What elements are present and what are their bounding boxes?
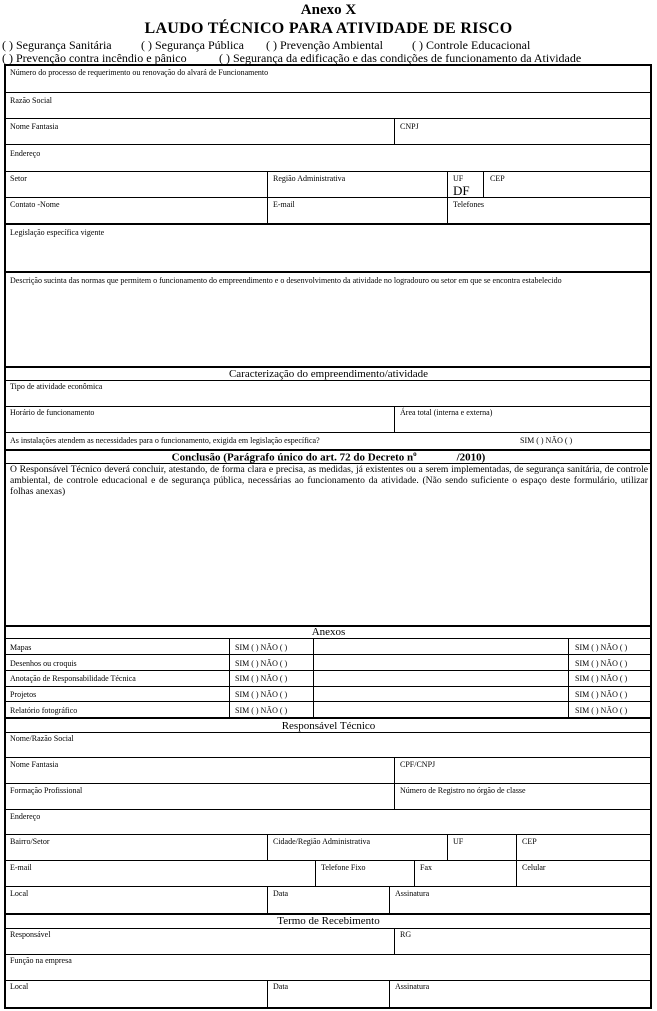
rt-uf-label: UF: [453, 837, 464, 846]
anexos-title: Anexos: [311, 626, 346, 638]
anexo-item: Anotação de Responsabilidade Técnica: [10, 674, 136, 683]
setor-label: Setor: [10, 174, 27, 183]
option-controle-educacional[interactable]: ( ) Controle Educacional: [412, 38, 531, 52]
anexo-sim-nao-right[interactable]: SIM ( ) NÃO ( ): [575, 690, 628, 699]
conclusao-text: O Responsável Técnico deverá concluir, atestando, de forma clara e precisa, as medidas, já existentes ou a serem implementadas, de segurança sanitária, de controle ambiental, de controle educacional e de segurança pública, necessárias ao funcionamento da atividade. (Não sendo suficiente o espaço deste formulário, utilizar folhas anexas): [10, 464, 648, 497]
rt-bairro-label: Bairro/Setor: [10, 837, 50, 846]
anexo-sim-nao[interactable]: SIM ( ) NÃO ( ): [235, 690, 288, 699]
anexo-item: Mapas: [10, 643, 32, 652]
horario-label: Horário de funcionamento: [10, 408, 95, 417]
anexo-sim-nao[interactable]: SIM ( ) NÃO ( ): [235, 674, 288, 683]
termo-responsavel-label: Responsável: [10, 930, 51, 939]
option-seguranca-edificacao[interactable]: ( ) Segurança da edificação e das condições de funcionamento da Atividade: [219, 51, 582, 65]
email-label: E-mail: [273, 200, 295, 209]
instalacoes-label: As instalações atendem as necessidades para o funcionamento, exigida em legislação específica?: [10, 436, 320, 445]
anexo-item: Desenhos ou croquis: [10, 659, 77, 668]
rt-telefone-label: Telefone Fixo: [321, 863, 366, 872]
option-prevencao-incendio[interactable]: ( ) Prevenção contra incêndio e pânico: [2, 51, 187, 65]
anexo-sim-nao-right[interactable]: SIM ( ) NÃO ( ): [575, 659, 628, 668]
rt-cidade-label: Cidade/Região Administrativa: [273, 837, 371, 846]
legislacao-label: Legislação específica vigente: [10, 228, 105, 237]
anexo-item: Projetos: [10, 690, 37, 699]
descricao-label: Descrição sucinta das normas que permitem o funcionamento do empreendimento e o desenvolvimento da atividade no logradouro ou setor em que se encontra estabelecido: [10, 276, 562, 285]
option-seguranca-publica[interactable]: ( ) Segurança Pública: [141, 38, 244, 52]
termo-rg-label: RG: [400, 930, 412, 939]
anexo-sim-nao[interactable]: SIM ( ) NÃO ( ): [235, 643, 288, 652]
termo-data-label: Data: [273, 982, 289, 991]
option-seguranca-sanitaria[interactable]: ( ) Segurança Sanitária: [2, 38, 112, 52]
anexo-sim-nao[interactable]: SIM ( ) NÃO ( ): [235, 659, 288, 668]
termo-title: Termo de Recebimento: [277, 915, 380, 927]
cep-label: CEP: [490, 174, 505, 183]
anexo-sim-nao[interactable]: SIM ( ) NÃO ( ): [235, 706, 288, 715]
rt-celular-label: Celular: [522, 863, 546, 872]
option-prevencao-ambiental[interactable]: ( ) Prevenção Ambiental: [266, 38, 383, 52]
uf-label: UF: [453, 174, 464, 183]
rt-email-label: E-mail: [10, 863, 32, 872]
page-title: LAUDO TÉCNICO PARA ATIVIDADE DE RISCO: [144, 20, 513, 37]
tipo-atividade-label: Tipo de atividade econômica: [10, 382, 103, 391]
nome-fantasia-label: Nome Fantasia: [10, 122, 59, 131]
responsavel-title: Responsável Técnico: [281, 720, 376, 732]
regiao-label: Região Administrativa: [273, 174, 346, 183]
rt-cep-label: CEP: [522, 837, 537, 846]
telefones-label: Telefones: [453, 200, 484, 209]
processo-label: Número do processo de requerimento ou renovação do alvará de Funcionamento: [10, 68, 269, 77]
rt-registro-label: Número de Registro no órgão de classe: [400, 786, 526, 795]
rt-nome-razao-label: Nome/Razão Social: [10, 734, 74, 743]
anexo-sim-nao-right[interactable]: SIM ( ) NÃO ( ): [575, 643, 628, 652]
rt-formacao-label: Formação Profissional: [10, 786, 83, 795]
rt-data-label: Data: [273, 889, 289, 898]
anexo-item: Relatório fotográfico: [10, 706, 78, 715]
termo-local-label: Local: [10, 982, 29, 991]
rt-endereco-label: Endereço: [10, 812, 41, 821]
uf-value: DF: [453, 183, 470, 198]
annex-label: Anexo X: [300, 2, 357, 18]
rt-cpf-cnpj-label: CPF/CNPJ: [400, 760, 436, 769]
termo-funcao-label: Função na empresa: [10, 956, 72, 965]
rt-nome-fantasia-label: Nome Fantasia: [10, 760, 59, 769]
area-label: Área total (interna e externa): [400, 408, 493, 417]
rt-fax-label: Fax: [420, 863, 432, 872]
termo-assinatura-label: Assinatura: [395, 982, 430, 991]
cnpj-label: CNPJ: [400, 122, 419, 131]
contato-label: Contato -Nome: [10, 200, 60, 209]
anexo-sim-nao-right[interactable]: SIM ( ) NÃO ( ): [575, 674, 628, 683]
instalacoes-sim-nao[interactable]: SIM ( ) NÃO ( ): [520, 436, 573, 445]
rt-local-label: Local: [10, 889, 29, 898]
razao-social-label: Razão Social: [10, 96, 52, 105]
conclusao-title: Conclusão (Parágrafo único do art. 72 do Decreto $n^o$ /2010): [171, 450, 486, 464]
anexo-sim-nao-right[interactable]: SIM ( ) NÃO ( ): [575, 706, 628, 715]
caracterizacao-title: Caracterização do empreendimento/atividade: [228, 368, 429, 380]
rt-assinatura-label: Assinatura: [395, 889, 430, 898]
endereco-label: Endereço: [10, 149, 41, 158]
